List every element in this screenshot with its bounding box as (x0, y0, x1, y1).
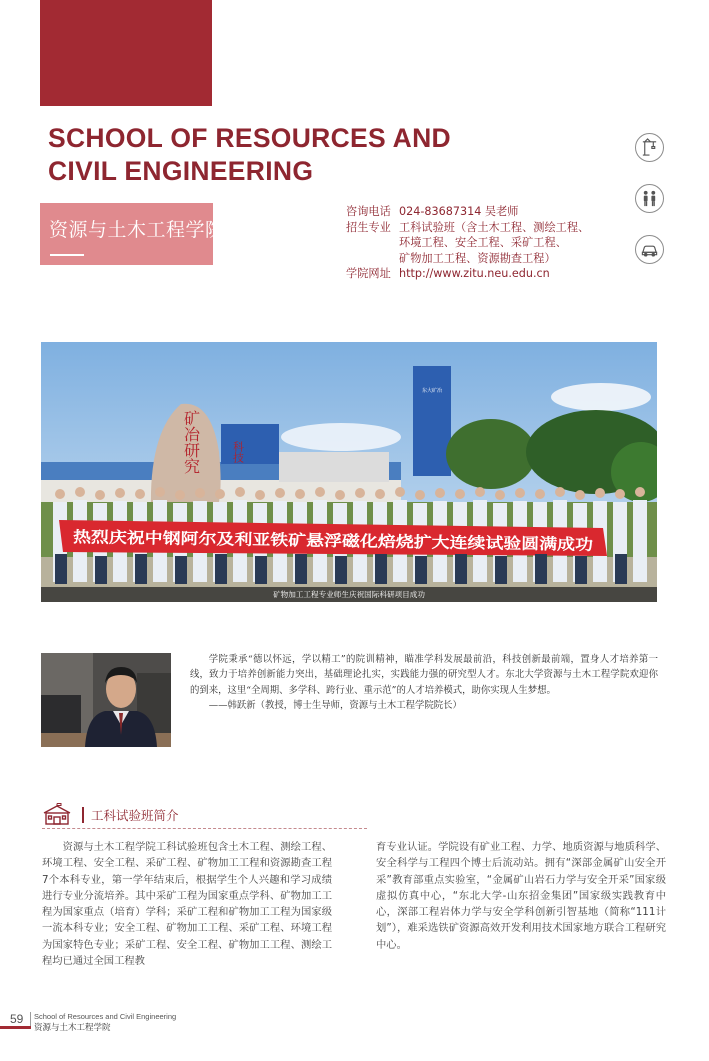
major-label: 招生专业 (346, 220, 391, 234)
photo-sign: 东大矿冶 (421, 388, 443, 394)
footer-accent-bar (0, 1026, 31, 1029)
footer-school-cn: 资源与土木工程学院 (34, 1023, 111, 1033)
quote-text: 学院秉承“德以怀远，学以精工”的院训精神，瞄准学科发展最前沿，科技创新最前端，置身人才培养第一线，致力于培养创新能力突出，基础理论扎实，实践能力强的研究型人才。东北大学资源与土木工程学院欢迎你的到来，这里“全周期、多学科、跨行业、重示范”的人才培养模式，助你实现人生梦想。 (190, 654, 658, 696)
dean-portrait (41, 653, 171, 747)
crane-icon (635, 133, 664, 162)
footer-divider (30, 1012, 31, 1026)
phone-row (346, 204, 626, 220)
major-line-2: 环境工程、安全工程、采矿工程、 (399, 236, 567, 250)
phone-label: 咨询电话 (346, 205, 391, 218)
footer-school-en: School of Resources and Civil Engineering (34, 1012, 177, 1021)
major-row (346, 220, 626, 236)
photo-banner-text: 热烈庆祝中钢阿尔及利亚铁矿悬浮磁化焙烧扩大连续试验圆满成功 (72, 528, 523, 553)
title-underline (50, 254, 84, 256)
major-line-3: 矿物加工工程、资源勘查工程） (399, 251, 556, 265)
photo-rock-text-2: 科技 (231, 441, 245, 463)
quote-signature: ——韩跃新（教授，博士生导师，资源与土木工程学院院长） (208, 700, 462, 712)
school-building-icon (42, 803, 72, 827)
dean-quote (190, 652, 658, 714)
people-icon (635, 184, 664, 213)
contact-info (346, 204, 626, 282)
section-title: 工科试验班简介 (91, 808, 179, 823)
intro-paragraph-left: 资源与土木工程学院工科试验班包含土木工程、测绘工程、环境工程、安全工程、采矿工程、矿物加工工程和资源勘查工程7个本科专业，第一学年结束后，根据学生个人兴趣和学习成绩进行专业分流培养。其中采矿工程为国家重点学科、矿物加工工程为国家重点（培育）学科；采矿工程和矿物加工工程为国家级一流本科专业；安全工程、矿物加工工程、采矿工程、环境工程为国家特色专业；采矿工程、安全工程、矿物加工工程、测绘工程均已通过全国工程教 (42, 841, 332, 968)
title-en-line-2: CIVIL ENGINEERING (48, 156, 314, 186)
major-line-1: 工科试验班（含土木工程、测绘工程、 (399, 220, 590, 234)
photo-rock-text: 矿冶研究 (181, 410, 201, 474)
celebration-photo (41, 342, 657, 602)
phone-value: 024-83687314 吴老师 (399, 205, 519, 218)
title-en-line-1: SCHOOL OF RESOURCES AND (48, 123, 451, 153)
title-cn-box (40, 203, 225, 265)
photo-caption: 矿物加工工程专业师生庆祝国际科研项目成功 (41, 587, 657, 602)
photo-tower (413, 366, 451, 476)
section-rule (42, 828, 367, 829)
top-accent-block (40, 0, 212, 106)
website-label: 学院网址 (346, 267, 391, 281)
page-title-en (48, 122, 488, 188)
website-link[interactable]: http://www.zitu.neu.edu.cn (399, 267, 550, 281)
car-icon (635, 235, 664, 264)
page-title-cn: 资源与土木工程学院 (49, 219, 225, 241)
website-row (346, 266, 626, 282)
intro-paragraph-right: 育专业认证。学院设有矿业工程、力学、地质资源与地质科学、安全科学与工程四个博士后流动站。拥有“深部金属矿山安全开采”教育部重点实验室，“金属矿山岩石力学与安全开采”国家级虚拟仿真中心，“东北大学-山东招金集团”国家级实践教育中心，深部工程岩体力学与安全学科创新引智基地（简称“111计划”），难采选铁矿资源高效开发利用技术国家地方联合工程研究中心。 (376, 841, 666, 951)
section-divider (82, 807, 84, 823)
page-number: 59 (10, 1012, 24, 1026)
